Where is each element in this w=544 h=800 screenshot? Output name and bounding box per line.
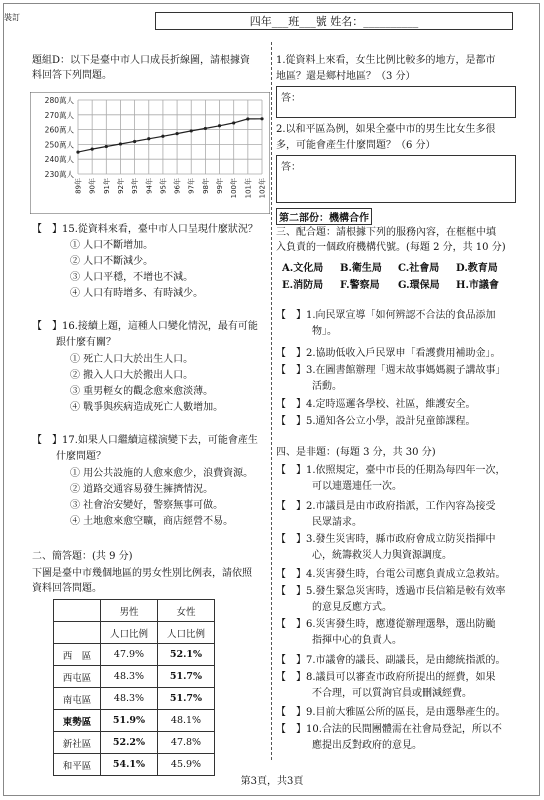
female-cell: 51.7% [158, 666, 215, 688]
agency-g: G.環保局 [398, 280, 440, 291]
male-cell: 47.9% [101, 644, 158, 666]
x-tick-label: 95年 [159, 178, 168, 194]
gender-ratio-table [53, 599, 215, 776]
q16-stem-2: 跟什麼有關？ [56, 337, 116, 348]
q15-answer-bracket[interactable]: 【 】 [32, 224, 62, 235]
data-point [218, 124, 221, 127]
q16-option-4: ④ 戰爭與疾病造成死亡人數增加。 [70, 402, 224, 413]
data-point [147, 137, 150, 140]
area-cell: 西 區 [54, 644, 101, 666]
match-item-1[interactable]: 【 】1.向民眾宣導「如何辨認不合法的食品添加 [276, 310, 496, 321]
x-tick-label: 91年 [102, 178, 111, 194]
area-cell: 南屯區 [54, 688, 101, 710]
page-number: 第3頁，共3頁 [240, 776, 304, 787]
table-header-row [54, 622, 215, 644]
answer-label: 答： [281, 162, 301, 173]
female-cell: 51.7% [158, 688, 215, 710]
q17-option-2: ② 道路交通容易發生擁擠情況。 [70, 484, 214, 495]
q16-option-3: ③ 重男輕女的觀念愈來愈淡薄。 [70, 386, 214, 397]
match-item-3-cont: 活動。 [312, 381, 342, 392]
agency-d: D.教育局 [456, 263, 498, 274]
x-tick-label: 93年 [131, 178, 140, 194]
x-tick-label: 101年 [244, 178, 253, 199]
x-tick-label: 99年 [216, 178, 225, 194]
q15-option-2: ② 人口不斷減少。 [70, 256, 154, 267]
x-tick-label: 89年 [74, 178, 83, 194]
data-point [232, 121, 235, 124]
data-point [76, 150, 79, 153]
x-tick-label: 92年 [116, 178, 125, 194]
data-point [133, 140, 136, 143]
y-tick-label: 250萬人 [44, 140, 74, 150]
tf-item-10[interactable]: 【 】10.合法的民間團體需在社會局登記，所以不 [276, 724, 502, 735]
x-tick-label: 100年 [230, 178, 239, 199]
q16-stem-1: 16.接續上題，這種人口變化情況，最有可能 [62, 321, 258, 332]
q17-stem-1: 17.如果人口繼續這樣演變下去，可能會產生 [62, 435, 258, 446]
q16-option-1: ① 死亡人口大於出生人口。 [70, 354, 194, 365]
q17-stem-2: 什麼問題？ [56, 451, 106, 462]
q17-option-1: ① 用公共設施的人愈來愈少，浪費資源。 [70, 468, 254, 479]
section2-title: 二、簡答題：(共 9 分) [32, 551, 133, 562]
q17-answer-bracket[interactable]: 【 】 [32, 435, 62, 446]
table-intro-1: 下圖是臺中市幾個地區的男女性別比例表，請依照 [32, 568, 252, 579]
tf-item-3-cont: 心，統籌救災人力與資源調度。 [312, 550, 452, 561]
q17-stem-line [32, 434, 258, 448]
tf-item-2-cont: 民眾請求。 [312, 517, 362, 528]
tf-item-2[interactable]: 【 】2.市議員是由市政府指派，工作內容為接受 [276, 501, 496, 512]
table-header-cell: 人口比例 [158, 622, 215, 644]
q17-option-4: ④ 土地愈來愈空曠，商店經營不易。 [70, 516, 234, 527]
tf-item-10-cont: 應提出反對政府的意見。 [312, 740, 422, 751]
table-header-cell [54, 600, 101, 622]
match-item-5[interactable]: 【 】5.通知各公立小學，設計兒童節課程。 [276, 416, 476, 427]
male-cell: 48.3% [101, 666, 158, 688]
q1-line-1: 1.從資料上來看，女生比例比較多的地方，是都市 [276, 55, 496, 66]
data-point [161, 135, 164, 138]
male-cell: 54.1% [101, 754, 158, 776]
data-point [246, 117, 249, 120]
table-header-cell [54, 622, 101, 644]
y-tick-label: 230萬人 [44, 170, 74, 179]
x-tick-label: 102年 [258, 178, 267, 199]
binding-tag: 裝訂 [4, 13, 20, 22]
q2-line-2: 多，可能會產生什麼問題？（6 分） [276, 140, 436, 151]
table-row [54, 644, 215, 666]
q2-answer-box[interactable] [276, 155, 516, 203]
table-row [54, 666, 215, 688]
area-cell: 西屯區 [54, 666, 101, 688]
data-point [260, 117, 263, 120]
table-header-cell: 人口比例 [101, 622, 158, 644]
match-item-4[interactable]: 【 】4.定時巡邏各學校、社區，維護安全。 [276, 399, 476, 410]
female-cell: 45.9% [158, 754, 215, 776]
student-info-header: 四年___班___號 姓名：__________ [155, 12, 513, 30]
table-intro-2: 資料回答問題。 [32, 583, 102, 594]
table-header-cell: 男性 [101, 600, 158, 622]
data-point [119, 142, 122, 145]
q2-line-1: 2.以和平區為例，如果全臺中市的男生比女生多很 [276, 124, 496, 135]
data-point [91, 148, 94, 151]
match-item-2[interactable]: 【 】2.協助低收入戶民眾申「看護費用補助金」。 [276, 348, 501, 359]
x-tick-label: 90年 [88, 178, 97, 194]
x-tick-label: 98年 [201, 178, 210, 194]
area-cell: 東勢區 [54, 710, 101, 732]
q1-answer-box[interactable] [276, 86, 516, 118]
table-row [54, 710, 215, 732]
table-row [54, 688, 215, 710]
data-point [175, 132, 178, 135]
tf-item-4[interactable]: 【 】4.災害發生時，台電公司應負責成立急救站。 [276, 569, 506, 580]
tf-item-7[interactable]: 【 】7.市議會的議長、副議長，是由總統指派的。 [276, 655, 506, 666]
q15-stem: 15.從資料來看，臺中市人口呈現什麼狀況？ [62, 224, 258, 235]
tf-item-5-cont: 的意見反應方式。 [312, 602, 392, 613]
data-point [204, 127, 207, 130]
female-cell: 52.1% [158, 644, 215, 666]
tf-item-9[interactable]: 【 】9.目前大雅區公所的區長，是由選舉產生的。 [276, 707, 506, 718]
q1-line-2: 地區？還是鄉村地區？（3 分） [276, 71, 416, 82]
male-cell: 52.2% [101, 732, 158, 754]
q16-option-2: ② 搬入人口大於搬出人口。 [70, 370, 194, 381]
tf-item-6-cont: 指揮中心的負責人。 [312, 635, 402, 646]
agency-a: A.文化局 [282, 263, 324, 274]
tf-item-8-cont: 不合理，可以質詢官員或刪減經費。 [312, 688, 472, 699]
match-item-3[interactable]: 【 】3.在圖書館辦理「週末故事媽媽親子講故事」 [276, 365, 506, 376]
x-tick-label: 94年 [145, 178, 154, 194]
agency-e: E.消防局 [282, 280, 324, 291]
q16-answer-bracket[interactable]: 【 】 [32, 321, 62, 332]
tf-item-8[interactable]: 【 】8.議員可以審查市政府所提出的經費，如果 [276, 672, 496, 683]
table-header-row [54, 600, 215, 622]
tf-item-1-cont: 可以連選連任一次。 [312, 481, 402, 492]
x-tick-label: 96年 [173, 178, 182, 194]
q17-option-3: ③ 社會治安變好，警察無事可做。 [70, 500, 224, 511]
tf-section-title: 四、是非題：(每題 3 分，共 30 分) [276, 447, 436, 458]
tf-item-5[interactable]: 【 】5.發生緊急災害時，透過市長信箱是較有效率 [276, 586, 506, 597]
q15-option-4: ④ 人口有時增多、有時減少。 [70, 288, 204, 299]
intro-line-1: 題組D：以下是臺中市人口成長折線圖，請根據資 [32, 55, 251, 66]
x-tick-label: 97年 [187, 178, 196, 194]
column-divider [271, 42, 272, 760]
tf-item-3[interactable]: 【 】3.發生災害時，縣市政府會成立防災指揮中 [276, 534, 496, 545]
y-tick-label: 240萬人 [44, 155, 74, 165]
population-line-chart [30, 92, 270, 214]
table-row [54, 732, 215, 754]
match-item-1-cont: 物」。 [312, 326, 337, 337]
female-cell: 48.1% [158, 710, 215, 732]
y-tick-label: 280萬人 [44, 96, 74, 105]
part3-intro-1: 三、配合題：請根據下列的服務內容，在框框中填 [276, 227, 496, 238]
intro-line-2: 料回答下列問題。 [32, 70, 112, 81]
tf-item-1[interactable]: 【 】1.依照規定，臺中市長的任期為每四年一次， [276, 465, 506, 476]
y-tick-label: 260萬人 [44, 125, 74, 135]
part3-intro-2: 入負責的一個政府機構代號。(每題 2 分，共 10 分) [276, 242, 506, 253]
q15-stem-line [32, 223, 258, 237]
female-cell: 47.8% [158, 732, 215, 754]
area-cell: 新社區 [54, 732, 101, 754]
y-tick-label: 270萬人 [44, 110, 74, 120]
answer-label: 答： [281, 93, 301, 104]
data-point [190, 129, 193, 132]
q16-stem-line [32, 320, 258, 334]
area-cell: 和平區 [54, 754, 101, 776]
q15-option-3: ③ 人口平穩，不增也不減。 [70, 272, 194, 283]
agency-f: F.警察局 [340, 280, 380, 291]
agency-c: C.社會局 [398, 263, 440, 274]
part2-title-wrap [276, 208, 372, 225]
table-header-cell: 女性 [158, 600, 215, 622]
agency-b: B.衛生局 [340, 263, 382, 274]
q15-option-1: ① 人口不斷增加。 [70, 240, 154, 251]
tf-item-6[interactable]: 【 】6.災害發生時，應遵從辦理選舉，選出防颱 [276, 619, 496, 630]
male-cell: 51.9% [101, 710, 158, 732]
male-cell: 48.3% [101, 688, 158, 710]
data-point [105, 145, 108, 148]
agency-h: H.市議會 [456, 280, 499, 291]
part2-title: 第二部份：機構合作 [276, 208, 372, 225]
